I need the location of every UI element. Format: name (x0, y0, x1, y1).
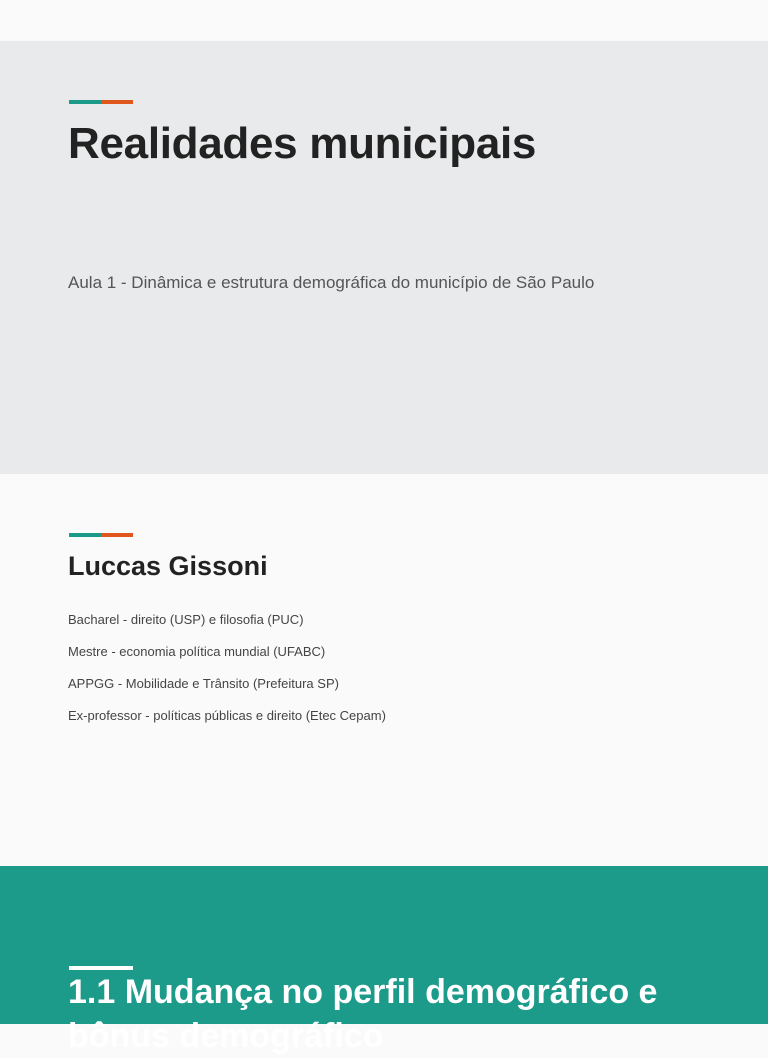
credential-item: Mestre - economia política mundial (UFABC) (68, 644, 326, 659)
accent-bar (69, 533, 133, 537)
top-strip (0, 0, 768, 41)
title-slide (0, 41, 768, 474)
accent-bar (69, 100, 133, 104)
credential-item: APPGG - Mobilidade e Trânsito (Prefeitura SP) (68, 676, 339, 691)
credentials-list (68, 611, 386, 739)
section-slide (0, 866, 768, 1055)
slide-title: Realidades municipais (68, 119, 537, 168)
author-name: Luccas Gissoni (68, 551, 268, 581)
credential-item: Bacharel - direito (USP) e filosofia (PUC) (68, 612, 304, 627)
section-heading: 1.1 Mudança no perfil demográfico e bônus demográfico (68, 973, 658, 1055)
author-slide (0, 474, 768, 866)
credential-item: Ex-professor - políticas públicas e direito (Etec Cepam) (68, 708, 386, 723)
slide-subtitle: Aula 1 - Dinâmica e estrutura demográfica do município de São Paulo (68, 273, 595, 292)
